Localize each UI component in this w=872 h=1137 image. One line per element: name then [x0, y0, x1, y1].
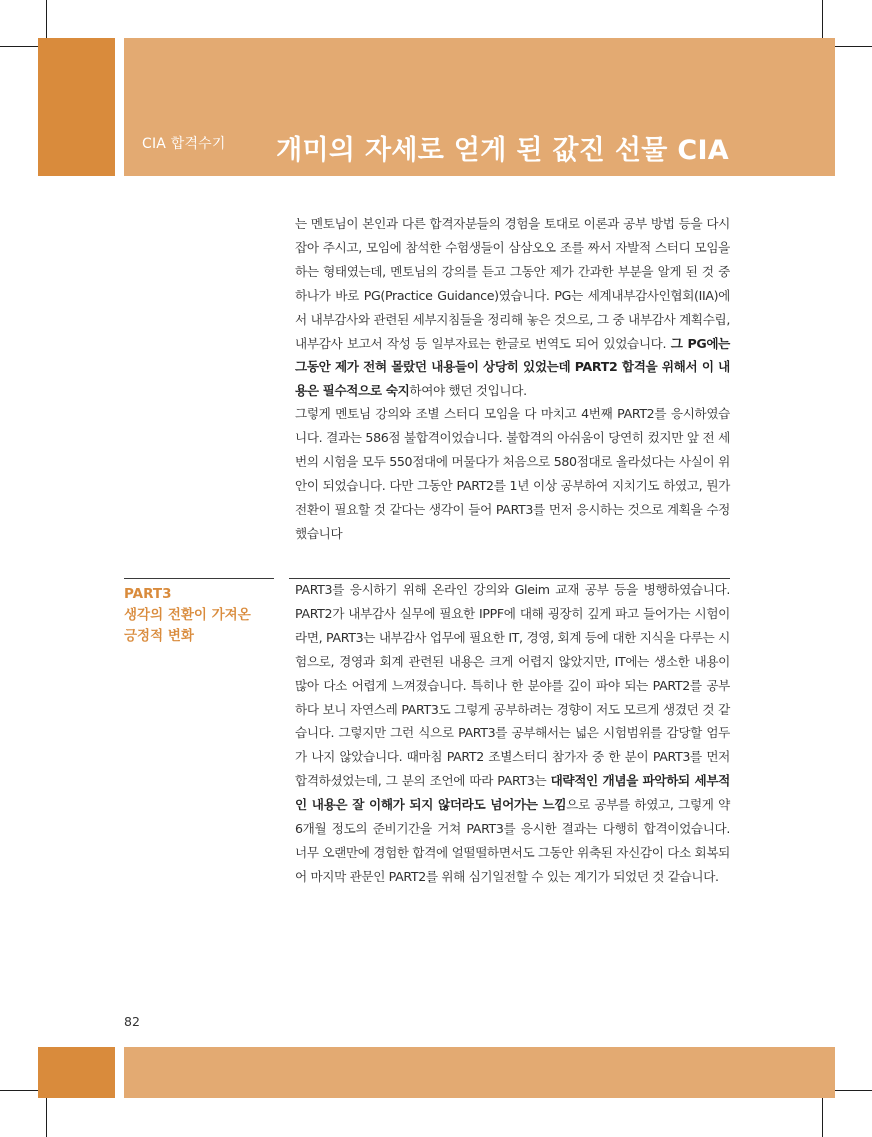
crop-mark	[0, 46, 38, 47]
section-heading-line-2: 생각의 전환이 가져온	[124, 607, 251, 623]
paragraph-3	[295, 578, 730, 889]
paragraph-text: 으로 공부를 하였고, 그렇게 약 6개월 정도의 준비기간을 거쳐 PART3를 응시한 결과는 다행히 합격이었습니다. 너무 오랜만에 경험한 합격에 얼떨떨하면서도 그동안 위축된 자신감이 다소 회복되어 마지막 관문인 PART2를 위해 심기일전할 수 있는 계기가 되었던 것 같습니다.	[295, 797, 730, 884]
section-label: CIA 합격수기	[142, 136, 226, 152]
emphasized-text: 그 PG에는 그동안 제가 전혀 몰랐던 내용들이 상당히 있었는데 PART2 합격을 위해서 이 내용은 필수적으로 숙지	[295, 335, 730, 399]
crop-mark	[0, 1090, 38, 1091]
header-banner	[124, 38, 835, 176]
crop-mark	[835, 1090, 872, 1091]
paragraph-2	[295, 402, 730, 545]
section-heading-line-3: 긍정적 변화	[124, 628, 194, 644]
paragraph-1	[295, 212, 730, 403]
paragraph-text: 하여야 했던 것입니다.	[409, 383, 527, 399]
paragraph-text: 그렇게 멘토님 강의와 조별 스터디 모임을 다 마치고 4번째 PART2를 응시하였습니다. 결과는 586점 불합격이었습니다. 불합격의 아쉬움이 당연히 컸지만 앞 전 세번의 시험을 모두 550점대에 머물다가 처음으로 580점대로 올라섰다는 사실이 위안이 되었습니다. 다만 그동안 PART2를 1년 이상 공부하여 지치기도 하였고, 뭔가 전환이 필요할 것 같다는 생각이 들어 PART3를 먼저 응시하는 것으로 계획을 수정했습니다	[295, 406, 730, 541]
section-divider-left	[124, 578, 274, 579]
section-heading	[124, 584, 274, 647]
page-number: 82	[124, 1014, 140, 1029]
crop-mark	[835, 46, 872, 47]
footer-accent-block	[38, 1047, 115, 1098]
paragraph-text: PART3를 응시하기 위해 온라인 강의와 Gleim 교재 공부 등을 병행하였습니다. PART2가 내부감사 실무에 필요한 IPPF에 대해 굉장히 깊게 파고 들어가는 시험이라면, PART3는 내부감사 업무에 필요한 IT, 경영, 회계 등에 대한 지식을 다루는 시험으로, 경영과 회계 관련된 내용은 크게 어렵지 않았지만, IT에는 생소한 내용이 많아 다소 어렵게 느껴졌습니다. 특히나 한 분야를 깊이 파야 되는 PART2를 공부하다 보니 자연스레 PART3도 그렇게 공부하려는 경향이 저도 모르게 생겼던 것 같습니다. 그렇지만 그런 식으로 PART3를 공부해서는 넓은 시험범위를 감당할 엄두가 나지 않았습니다. 때마침 PART2 조별스터디 참가자 중 한 분이 PART3를 먼저 합격하셨었는데, 그 분의 조언에 따라 PART3는	[295, 582, 730, 789]
paragraph-text: 는 멘토님이 본인과 다른 합격자분들의 경험을 토대로 이론과 공부 방법 등을 다시 잡아 주시고, 모임에 참석한 수험생들이 삼삼오오 조를 짜서 자발적 스터디 모임을 하는 형태였는데, 멘토님의 강의를 듣고 그동안 제가 간과한 부분을 알게 된 것 중 하나가 바로 PG(Practice Guidance)였습니다. PG는 세계내부감사인협회(IIA)에서 내부감사와 관련된 세부지침들을 정리해 놓은 것으로, 그 중 내부감사 계획수립, 내부감사 보고서 작성 등 일부자료는 한글로 번역도 되어 있었습니다.	[295, 216, 730, 351]
header-accent-block	[38, 38, 115, 176]
section-heading-line-1: PART3	[124, 586, 172, 602]
emphasized-text: 대략적인 개념을 파악하되 세부적인 내용은 잘 이해가 되지 않더라도 넘어가는 느낌	[295, 773, 730, 813]
footer-banner	[124, 1047, 835, 1098]
page-title: 개미의 자세로 얻게 된 값진 선물 CIA	[276, 135, 729, 166]
